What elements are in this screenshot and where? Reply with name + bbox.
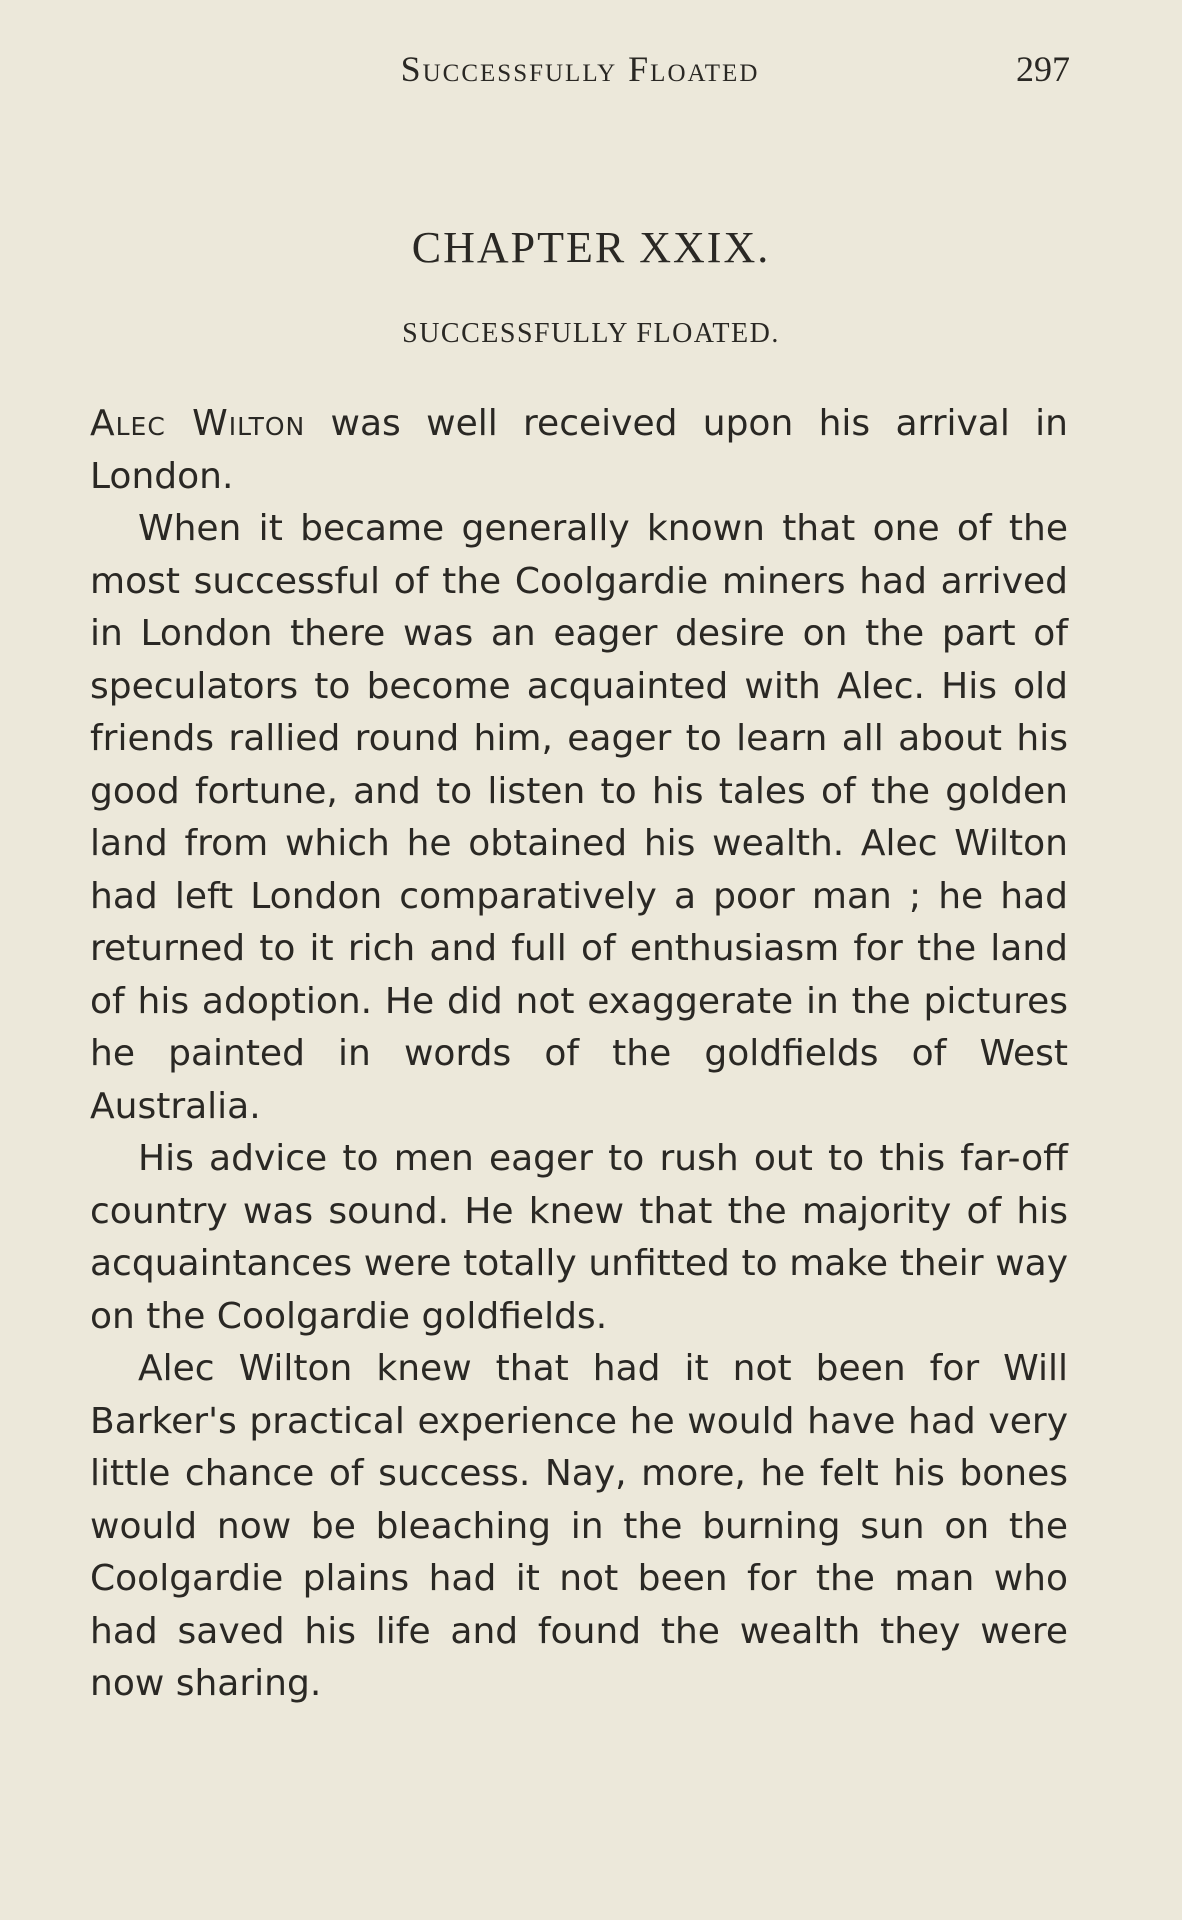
paragraph-3: His advice to men eager to rush out to this far-off country was sound. He knew that the majority of his acquaintances were totally unfitted to make their way on the Coolgardie goldfields.: [90, 1138, 1068, 1337]
chapter-title: CHAPTER XXIX.: [411, 223, 771, 272]
paragraph-1-text: was well received upon his arrival in London.: [90, 403, 1068, 497]
body-text: [90, 398, 1068, 1711]
paragraph-2: When it became generally known that one of the most successful of the Coolgardie miners had arrived in London there was an eager desire on the part of speculators to become acquainted with Alec. His old friends rallied round him, eager to learn all about his good fortune, and to listen to his tales of the golden land from which he obtained his wealth. Alec Wilton had left London comparatively a poor man ; he had returned to it rich and full of enthusiasm for the land of his adoption. He did not exaggerate in the pictures he painted in words of the goldfields of West Australia.: [90, 508, 1068, 1127]
running-title: Successfully Floated: [400, 49, 760, 89]
paragraph-1: [90, 398, 1068, 503]
paragraph-4: Alec Wilton knew that had it not been for Will Barker's practical experience he would have had very little chance of success. Nay, more, he felt his bones would now be bleaching in the burning sun on the Coolgardie plains had it not been for the man who had saved his life and found the wealth they were now sharing.: [90, 1348, 1068, 1704]
lead-in-name: Alec Wilton: [90, 403, 306, 444]
chapter-subtitle: SUCCESSFULLY FLOATED.: [402, 318, 780, 349]
page-number: 297: [1016, 49, 1070, 89]
running-head: [90, 44, 1070, 94]
